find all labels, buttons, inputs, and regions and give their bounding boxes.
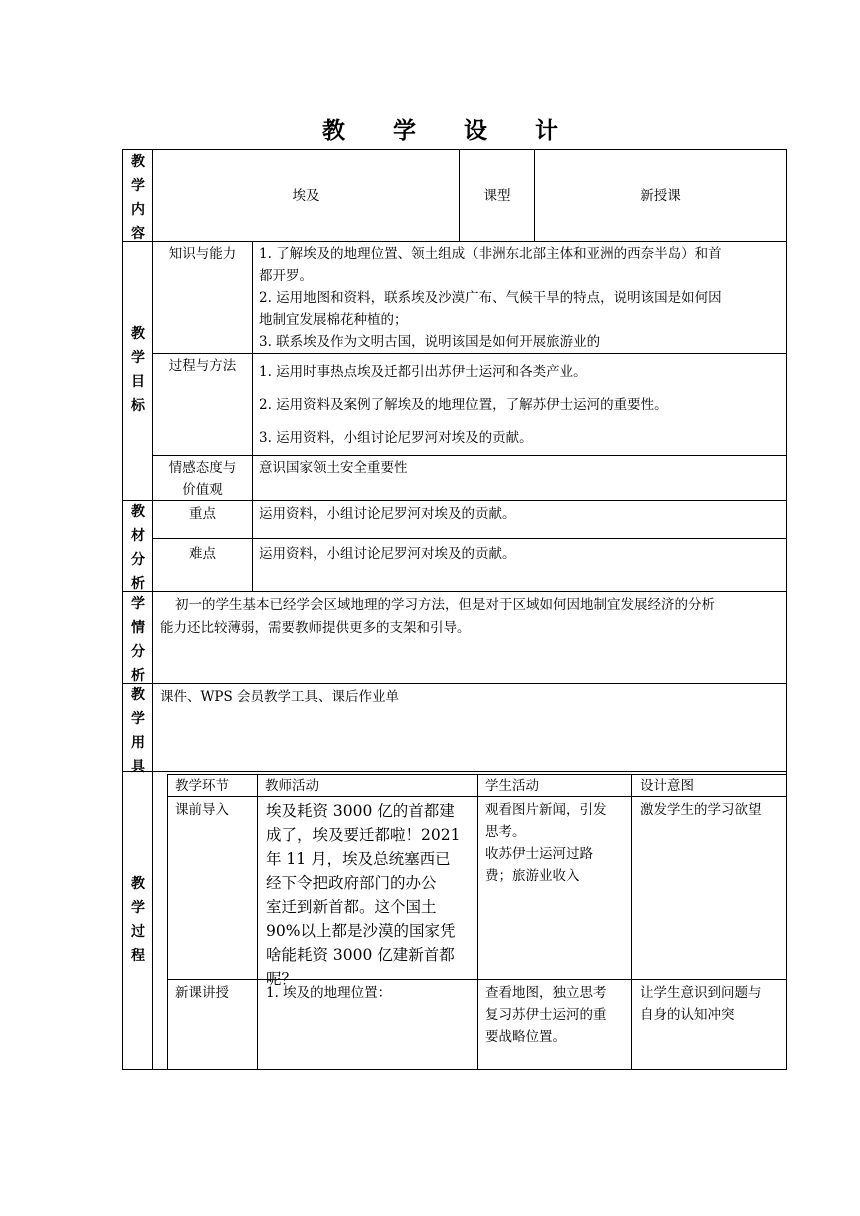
header-student: 学生活动 bbox=[485, 778, 539, 794]
lesson-type-label: 课型 bbox=[483, 188, 511, 204]
new-intent: 让学生意识到问题与 自身的认知冲突 bbox=[640, 985, 762, 1023]
difficulty-text: 运用资料，小组讨论尼罗河对埃及的贡献。 bbox=[259, 546, 516, 562]
knowledge-text: 1. 了解埃及的地理位置、领土组成（非洲东北部主体和亚洲的西奈半岛）和首 都开罗。 2. 运用地图和资料，联系埃及沙漠广布、气候干旱的特点，说明该国是如何因 地制宜发展棉花种植的； 3. 联系埃及作为文明古国，说明该国是如何开展旅游业的 bbox=[259, 246, 722, 350]
tools-row-label: 教 学 用 具 bbox=[131, 687, 145, 775]
lesson-topic: 埃及 bbox=[292, 188, 320, 204]
students-row-label: 学 情 分 析 bbox=[131, 596, 145, 684]
process-line-2: 2. 运用资料及案例了解埃及的地理位置，了解苏伊士运河的重要性。 bbox=[259, 397, 668, 413]
intro-intent: 激发学生的学习欲望 bbox=[640, 802, 762, 818]
new-stage: 新课讲授 bbox=[175, 985, 229, 1001]
process-row-label: 教 学 过 程 bbox=[131, 876, 145, 964]
difficulty-label: 难点 bbox=[189, 546, 216, 562]
key-point-text: 运用资料，小组讨论尼罗河对埃及的贡献。 bbox=[259, 506, 516, 522]
page-title: 教 学 设 计 bbox=[321, 118, 579, 144]
key-point-label: 重点 bbox=[189, 506, 216, 522]
header-stage: 教学环节 bbox=[175, 778, 229, 794]
attitude-label: 情感态度与 价值观 bbox=[168, 460, 237, 498]
new-teacher-activity: 1. 埃及的地理位置： bbox=[266, 985, 392, 1001]
attitude-text: 意识国家领土安全重要性 bbox=[259, 460, 408, 476]
intro-teacher-activity: 埃及耗资 3000 亿的首都建 成了，埃及要迁都啦！2021 年 11 月，埃及总统塞西已 经下令把政府部门的办公 室迁到新首都。这个国土 90%以上都是沙漠的国家凭 啥能耗资 3000 亿建新首都 呢？ bbox=[266, 802, 461, 988]
header-teacher: 教师活动 bbox=[265, 778, 319, 794]
students-text-line-1: 初一的学生基本已经学会区域地理的学习方法，但是对于区域如何因地制宜发展经济的分析 bbox=[175, 597, 715, 613]
material-row-label: 教 材 分 析 bbox=[131, 504, 145, 592]
content-row-label: 教 学 内 容 bbox=[131, 154, 145, 242]
new-student-activity: 查看地图，独立思考 复习苏伊士运河的重 要战略位置。 bbox=[485, 985, 607, 1045]
process-label: 过程与方法 bbox=[168, 358, 237, 374]
tools-text: 课件、WPS 会员教学工具、课后作业单 bbox=[160, 689, 399, 705]
header-intent: 设计意图 bbox=[640, 778, 694, 794]
process-line-1: 1. 运用时事热点埃及迁都引出苏伊士运河和各类产业。 bbox=[259, 364, 587, 380]
process-line-3: 3. 运用资料，小组讨论尼罗河对埃及的贡献。 bbox=[259, 430, 533, 446]
intro-stage: 课前导入 bbox=[175, 802, 229, 818]
lesson-type-value: 新授课 bbox=[640, 188, 681, 204]
objectives-row-label: 教 学 目 标 bbox=[131, 326, 145, 414]
knowledge-label: 知识与能力 bbox=[168, 246, 237, 262]
students-text-line-2: 能力还比较薄弱，需要教师提供更多的支架和引导。 bbox=[160, 620, 471, 636]
intro-student-activity: 观看图片新闻，引发 思考。 收苏伊士运河过路 费；旅游业收入 bbox=[485, 802, 607, 884]
